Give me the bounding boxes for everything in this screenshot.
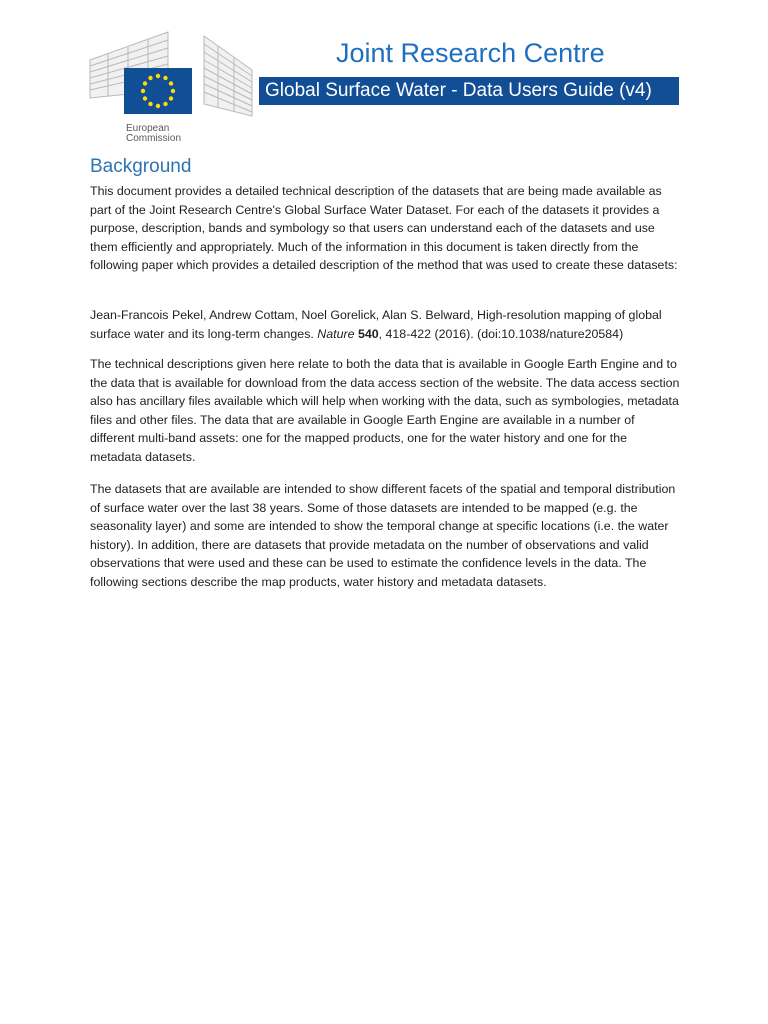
document-subtitle-banner: Global Surface Water - Data Users Guide (v4) xyxy=(259,77,679,105)
paragraph-intro: This document provides a detailed technical description of the datasets that are being made available as part of the Joint Research Centre's Global Surface Water Dataset. For each of the datasets it provides a purpose, description, bands and symbology so that users can understand each of the datasets and use them efficiently and appropriately. Much of the information in this document is taken directly from the following paper which provides a detailed description of the method that was used to create these datasets: xyxy=(90,184,678,273)
citation-journal: Nature xyxy=(317,326,355,341)
logo-caption-line1: European xyxy=(126,123,170,134)
paragraph-citation xyxy=(90,306,680,343)
section-heading: Background xyxy=(90,156,192,177)
citation-authors: Jean-Francois Pekel, Andrew Cottam, Noel Gorelick, Alan S. Belward, High-resolution mapping of global surface water and its long-term changes. xyxy=(90,308,662,341)
logo-caption-line2: Commission xyxy=(126,133,182,144)
logo-caption xyxy=(126,124,181,144)
paragraph-datasets-overview: The datasets that are available are intended to show different facets of the spatial and temporal distribution of surface water over the last 38 years. Some of those datasets are intended to be mapped (e.g. the seasonality layer) and some are intended to show the temporal change at specific locations (i.e. the water history). In addition, there are datasets that provide metadata on the number of observations and valid observations that were used and these can be used to estimate the confidence levels in the data. The following sections describe the map products, water history and metadata datasets. xyxy=(90,482,676,589)
paragraph-technical-descriptions: The technical descriptions given here relate to both the data that is available in Google Earth Engine and to the data that is available for download from the data access section of the website. The data access section also has ancillary files available which will help when working with the data, such as symbologies, metadata files and other files. The data that are available in Google Earth Engine are available in a number of different multi-band assets: one for the mapped products, one for the water history and one for the metadata datasets. xyxy=(90,357,680,464)
citation-details: , 418-422 (2016). (doi:10.1038/nature20584) xyxy=(378,326,624,341)
berlaymont-building-icon xyxy=(88,30,254,124)
citation-volume: 540 xyxy=(357,326,379,341)
page-title: Joint Research Centre xyxy=(336,38,605,68)
european-commission-logo xyxy=(88,30,254,148)
